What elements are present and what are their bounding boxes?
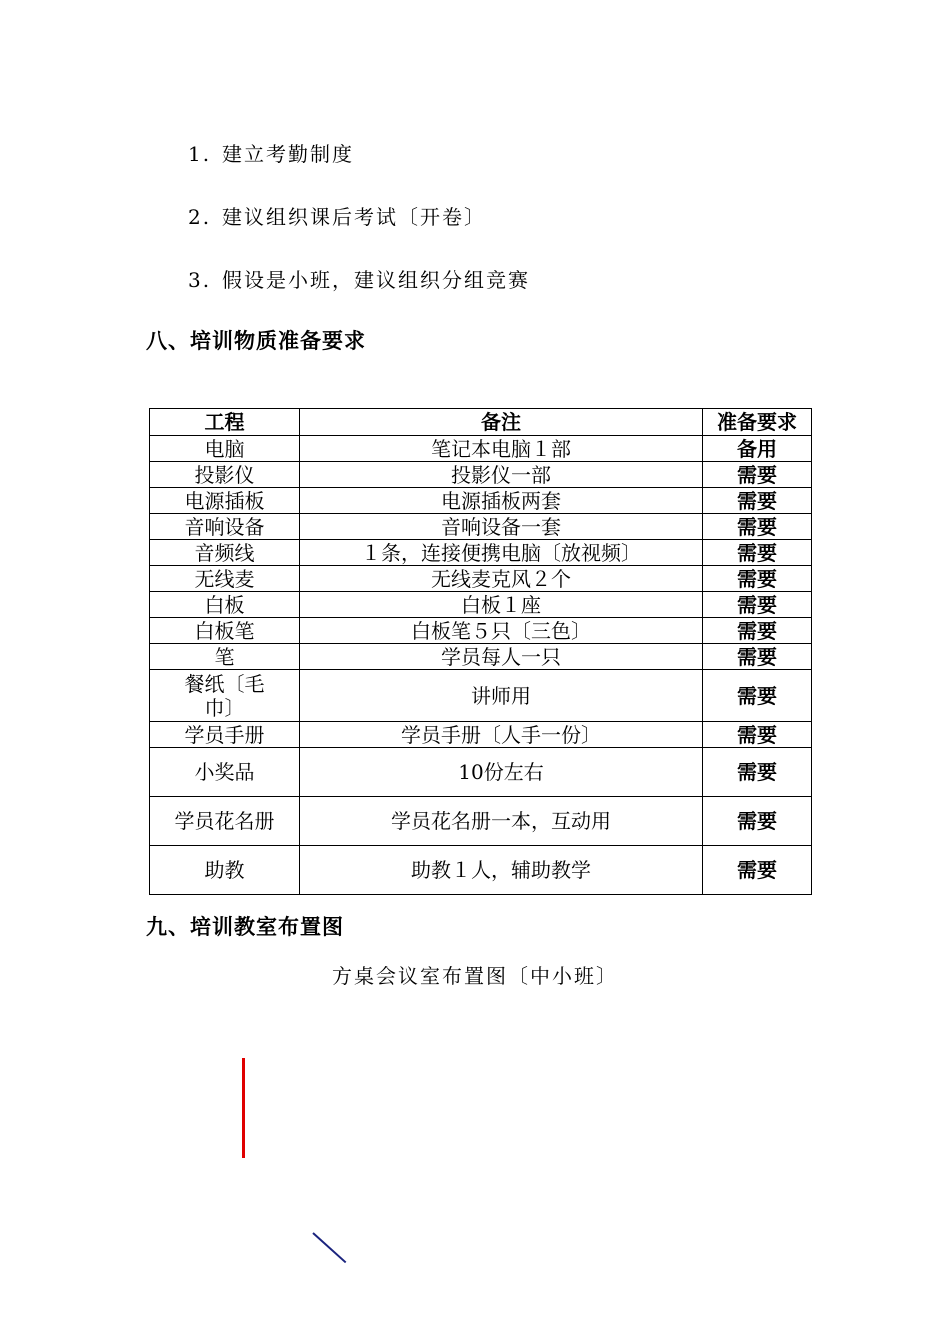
diagram-caption: 方桌会议室布置图〔中小班〕 <box>332 964 618 988</box>
table-row <box>150 797 812 846</box>
requirement-cell: 需要 <box>703 846 812 895</box>
item-cell: 白板笔 <box>150 618 300 644</box>
requirement-cell: 需要 <box>703 722 812 748</box>
table-header-row <box>150 409 812 436</box>
table-row <box>150 748 812 797</box>
note-cell: 白板１座 <box>300 592 703 618</box>
supplies-table <box>149 408 812 895</box>
note-cell: １条，连接便携电脑〔放视频〕 <box>300 540 703 566</box>
requirement-cell: 需要 <box>703 566 812 592</box>
item-cell: 音响设备 <box>150 514 300 540</box>
requirement-cell: 需要 <box>703 644 812 670</box>
item-cell: 无线麦 <box>150 566 300 592</box>
list-text: 建立考勤制度 <box>222 142 354 166</box>
requirement-cell: 需要 <box>703 540 812 566</box>
list-number: 2. <box>188 205 212 229</box>
requirement-cell: 需要 <box>703 618 812 644</box>
requirement-cell: 需要 <box>703 462 812 488</box>
column-header: 工程 <box>150 409 300 436</box>
requirement-cell: 备用 <box>703 436 812 462</box>
note-cell: 助教１人，辅助教学 <box>300 846 703 895</box>
table-row <box>150 670 812 722</box>
list-text: 假设是小班，建议组织分组竞赛 <box>222 268 530 292</box>
item-cell: 助教 <box>150 846 300 895</box>
note-cell: 讲师用 <box>300 670 703 722</box>
note-cell: 电源插板两套 <box>300 488 703 514</box>
note-cell: 学员手册〔人手一份〕 <box>300 722 703 748</box>
note-cell: 无线麦克风２个 <box>300 566 703 592</box>
blue-line-shape <box>312 1232 346 1263</box>
section-heading: 八、培训物质准备要求 <box>146 328 366 353</box>
item-cell: 电源插板 <box>150 488 300 514</box>
note-cell: 投影仪一部 <box>300 462 703 488</box>
red-line-shape <box>242 1058 245 1158</box>
table-row <box>150 566 812 592</box>
note-cell: 白板笔５只〔三色〕 <box>300 618 703 644</box>
column-header: 准备要求 <box>703 409 812 436</box>
requirement-cell: 需要 <box>703 797 812 846</box>
list-number: 1. <box>188 142 212 166</box>
requirement-cell: 需要 <box>703 670 812 722</box>
item-cell: 学员花名册 <box>150 797 300 846</box>
requirement-cell: 需要 <box>703 748 812 797</box>
section-heading: 九、培训教室布置图 <box>146 914 344 939</box>
table-row <box>150 540 812 566</box>
note-cell: 学员花名册一本，互动用 <box>300 797 703 846</box>
requirement-cell: 需要 <box>703 592 812 618</box>
requirement-cell: 需要 <box>703 488 812 514</box>
item-cell: 音频线 <box>150 540 300 566</box>
table-row <box>150 644 812 670</box>
table-row <box>150 436 812 462</box>
table-row <box>150 618 812 644</box>
table-row <box>150 462 812 488</box>
item-cell: 学员手册 <box>150 722 300 748</box>
table-row <box>150 722 812 748</box>
table-row <box>150 514 812 540</box>
item-cell: 小奖品 <box>150 748 300 797</box>
requirement-cell: 需要 <box>703 514 812 540</box>
table-row <box>150 592 812 618</box>
note-cell: 学员每人一只 <box>300 644 703 670</box>
note-cell: 10份左右 <box>300 748 703 797</box>
item-cell: 笔 <box>150 644 300 670</box>
list-item <box>188 201 486 230</box>
list-text: 建议组织课后考试〔开卷〕 <box>222 205 486 229</box>
item-cell: 白板 <box>150 592 300 618</box>
table-row <box>150 846 812 895</box>
note-cell: 音响设备一套 <box>300 514 703 540</box>
note-cell: 笔记本电脑１部 <box>300 436 703 462</box>
item-cell: 餐纸〔毛巾〕 <box>150 670 300 722</box>
list-number: 3. <box>188 268 212 292</box>
list-item <box>188 264 530 293</box>
item-cell: 电脑 <box>150 436 300 462</box>
column-header: 备注 <box>300 409 703 436</box>
item-cell: 投影仪 <box>150 462 300 488</box>
table-row <box>150 488 812 514</box>
list-item <box>188 138 354 167</box>
